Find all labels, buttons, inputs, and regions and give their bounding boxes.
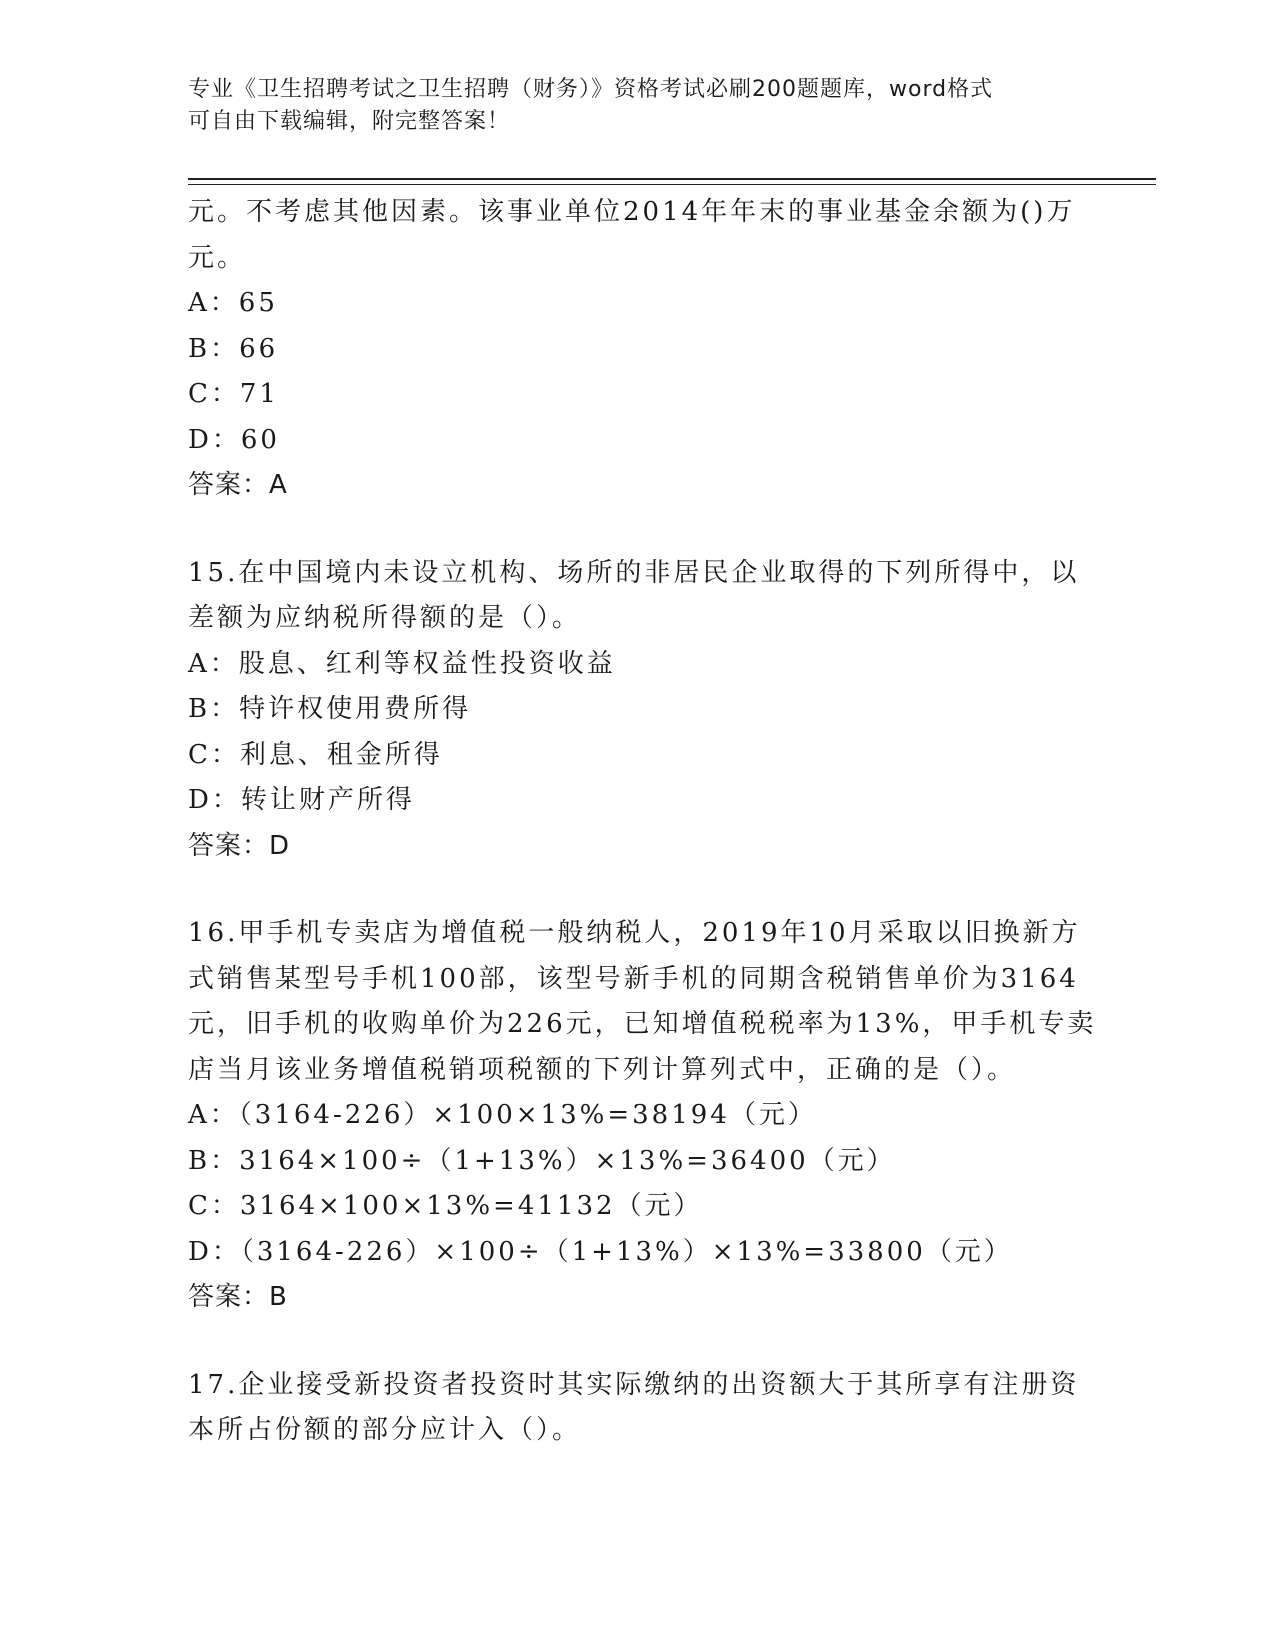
question-text-line: 16.甲手机专卖店为增值税一般纳税人，2019年10月采取以旧换新方 bbox=[188, 918, 1081, 948]
question-spacer bbox=[188, 509, 1088, 551]
option-b: B：3164×100÷（1+13%）×13%=36400（元） bbox=[188, 1145, 896, 1176]
question-text-line: 本所占份额的部分应计入（）。 bbox=[188, 1415, 582, 1445]
question-text-line: 店当月该业务增值税销项税额的下列计算列式中，正确的是（）。 bbox=[188, 1054, 1017, 1085]
question-content bbox=[188, 190, 1097, 1454]
question-text-line: 元。 bbox=[188, 242, 247, 273]
question-15 bbox=[188, 551, 1088, 870]
document-header bbox=[188, 74, 1088, 138]
question-17 bbox=[188, 1363, 1088, 1454]
question-text-line: 元，旧手机的收购单价为226元，已知增值税税率为13%，甲手机专卖 bbox=[188, 1009, 1097, 1039]
option-a: A：65 bbox=[188, 288, 278, 318]
answer-line: 答案：B bbox=[188, 1282, 288, 1312]
question-text-line: 15.在中国境内未设立机构、场所的非居民企业取得的下列所得中，以 bbox=[188, 557, 1080, 588]
option-d: D：转让财产所得 bbox=[188, 785, 415, 815]
option-b: B：特许权使用费所得 bbox=[188, 694, 472, 724]
option-c: C：71 bbox=[188, 379, 279, 409]
question-14 bbox=[188, 190, 1088, 509]
answer-line: 答案：A bbox=[188, 470, 288, 500]
header-line-2: 可自由下载编辑，附完整答案！ bbox=[188, 109, 511, 134]
option-c: C：利息、租金所得 bbox=[188, 739, 443, 770]
option-d: D：60 bbox=[188, 424, 280, 455]
question-text-line: 元。不考虑其他因素。该事业单位2014年年末的事业基金余额为()万 bbox=[188, 197, 1076, 227]
option-a: A：（3164-226）×100×13%=38194（元） bbox=[188, 1100, 817, 1130]
answer-line: 答案：D bbox=[188, 830, 291, 861]
option-d: D：（3164-226）×100÷（1+13%）×13%=33800（元） bbox=[188, 1236, 1013, 1267]
header-line-1: 专业《卫生招聘考试之卫生招聘（财务）》资格考试必刷200题题库，word格式 bbox=[188, 77, 994, 102]
question-text-line: 式销售某型号手机100部，该型号新手机的同期含税销售单价为3164 bbox=[188, 963, 1079, 994]
question-text-line: 差额为应纳税所得额的是（）。 bbox=[188, 603, 582, 633]
question-spacer bbox=[188, 1321, 1088, 1363]
option-a: A：股息、红利等权益性投资收益 bbox=[188, 648, 616, 679]
question-spacer bbox=[188, 869, 1088, 911]
header-rule-thin bbox=[188, 184, 1156, 185]
option-b: B：66 bbox=[188, 333, 279, 364]
question-16 bbox=[188, 911, 1097, 1321]
question-text-line: 17.企业接受新投资者投资时其实际缴纳的出资额大于其所享有注册资 bbox=[188, 1369, 1080, 1400]
header-rule-thick bbox=[188, 178, 1156, 180]
option-c: C：3164×100×13%=41132（元） bbox=[188, 1191, 703, 1221]
